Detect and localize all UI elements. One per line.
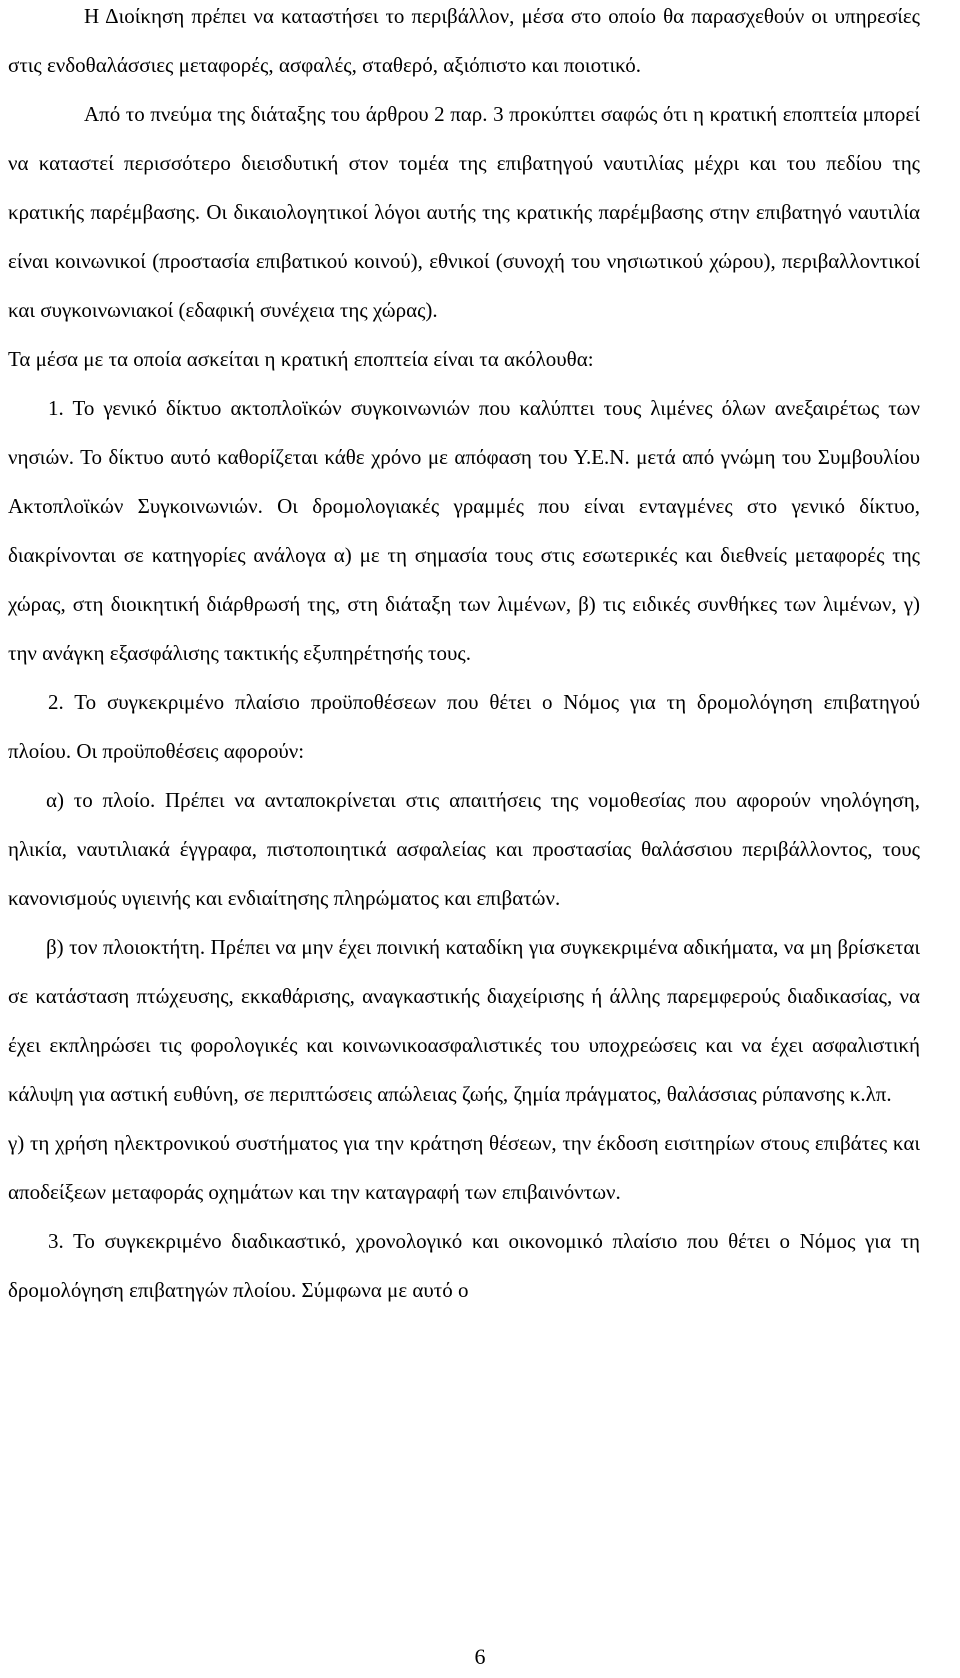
document-body: [8, 0, 920, 1315]
paragraph-item-c: γ) τη χρήση ηλεκτρονικού συστήματος για την κράτηση θέσεων, την έκδοση εισιτηρίων στους επιβάτες και αποδείξεων μεταφοράς οχημάτων και την καταγραφή των επιβαινόντων.: [8, 1131, 920, 1204]
paragraph-item-2: 2. Το συγκεκριμένο πλαίσιο προϋποθέσεων που θέτει ο Νόμος για τη δρομολόγηση επιβατηγού πλοίου. Οι προϋποθέσεις αφορούν:: [8, 690, 920, 763]
paragraph-intro: Η Διοίκηση πρέπει να καταστήσει το περιβάλλον, μέσα στο οποίο θα παρασχεθούν οι υπηρεσίες στις ενδοθαλάσσιες μεταφορές, ασφαλές, σταθερό, αξιόπιστο και ποιοτικό.: [8, 4, 920, 77]
page-number: 6: [474, 1644, 486, 1669]
paragraph-means-heading: Τα μέσα με τα οποία ασκείται η κρατική εποπτεία είναι τα ακόλουθα:: [8, 347, 594, 371]
paragraph-item-b: β) τον πλοιοκτήτη. Πρέπει να μην έχει ποινική καταδίκη για συγκεκριμένα αδικήματα, να μη βρίσκεται σε κατάσταση πτώχευσης, εκκαθάρισης, αναγκαστικής διαχείρισης ή άλλης παρεμφερούς διαδικασίας, να έχει εκπληρώσει τις φορολογικές και κοινωνικοασφαλιστικές του υποχρεώσεις και να έχει ασφαλιστική κάλυψη για αστική ευθύνη, σε περιπτώσεις απώλειας ζωής, ζημία πράγματος, θαλάσσιας ρύπανσης κ.λπ.: [8, 935, 920, 1106]
paragraph-item-1: 1. Το γενικό δίκτυο ακτοπλοϊκών συγκοινωνιών που καλύπτει τους λιμένες όλων ανεξαιρέτως των νησιών. Το δίκτυο αυτό καθορίζεται κάθε χρόνο με απόφαση του Υ.Ε.Ν. μετά από γνώμη του Συμβουλίου Ακτοπλοϊκών Συγκοινωνιών. Οι δρομολογιακές γραμμές που είναι ενταγμένες στο γενικό δίκτυο, διακρίνονται σε κατηγορίες ανάλογα α) με τη σημασία τους στις εσωτερικές και διεθνείς μεταφορές της χώρας, στη διοικητική διάρθρωσή της, στη διάταξη των λιμένων, β) τις ειδικές συνθήκες των λιμένων, γ) την ανάγκη εξασφάλισης τακτικής εξυπηρέτησής τους.: [8, 396, 920, 665]
paragraph-supervision: Από το πνεύμα της διάταξης του άρθρου 2 παρ. 3 προκύπτει σαφώς ότι η κρατική εποπτεία μπορεί να καταστεί περισσότερο διεισδυτική στον τομέα της επιβατηγού ναυτιλίας μέχρι και του πεδίου της κρατικής παρέμβασης. Οι δικαιολογητικοί λόγοι αυτής της κρατικής παρέμβασης στην επιβατηγό ναυτιλία είναι κοινωνικοί (προστασία επιβατικού κοινού), εθνικοί (συνοχή του νησιωτικού χώρου), περιβαλλοντικοί και συγκοινωνιακοί (εδαφική συνέχεια της χώρας).: [8, 102, 920, 322]
paragraph-item-a: α) το πλοίο. Πρέπει να ανταποκρίνεται στις απαιτήσεις της νομοθεσίας που αφορούν νηολόγηση, ηλικία, ναυτιλιακά έγγραφα, πιστοποιητικά ασφαλείας και προστασίας θαλάσσιου περιβάλλοντος, τους κανονισμούς υγιεινής και ενδιαίτησης πληρώματος και επιβατών.: [8, 788, 920, 910]
paragraph-item-3: 3. Το συγκεκριμένο διαδικαστικό, χρονολογικό και οικονομικό πλαίσιο που θέτει ο Νόμος για τη δρομολόγηση επιβατηγών πλοίου. Σύμφωνα με αυτό ο: [8, 1229, 920, 1302]
